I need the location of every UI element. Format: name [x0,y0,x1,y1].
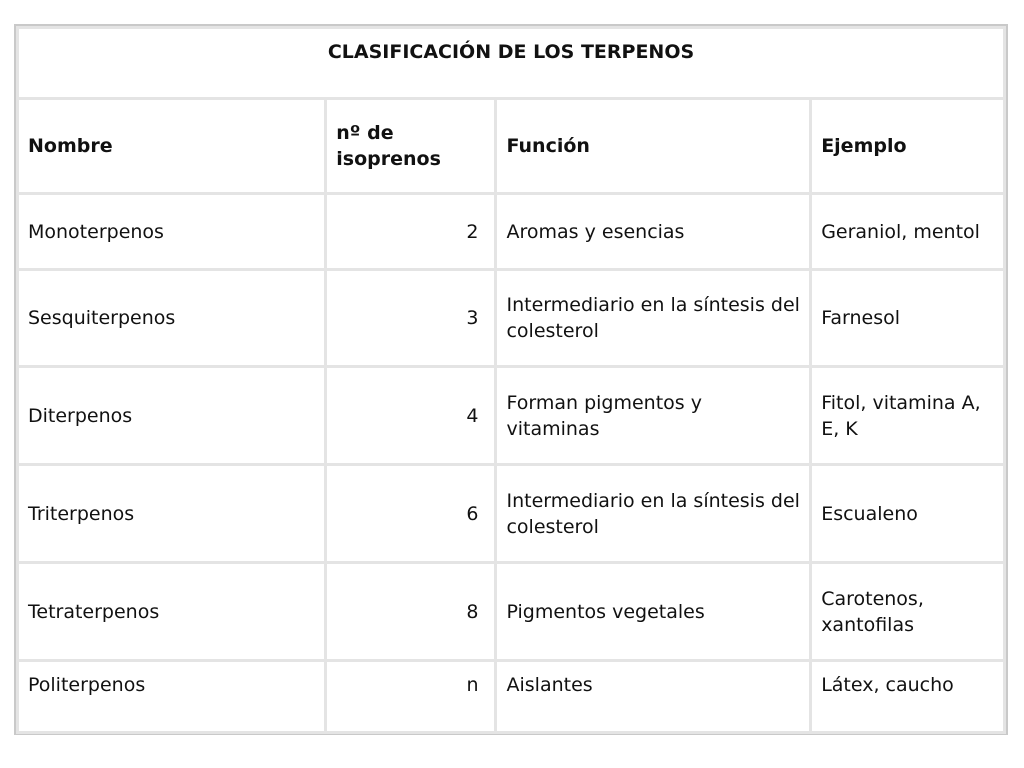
table-row [18,367,1005,465]
cell-isoprenos: 3 [326,270,496,367]
cell-ejemplo: Escualeno [811,465,1005,563]
table-title: CLASIFICACIÓN DE LOS TERPENOS [18,28,1005,99]
cell-funcion: Aislantes [496,661,811,733]
cell-ejemplo: Látex, caucho [811,661,1005,733]
table-title-row [18,28,1005,99]
cell-ejemplo: Carotenos, xantofilas [811,563,1005,661]
cell-funcion: Aromas y esencias [496,194,811,270]
header-ejemplo: Ejemplo [811,99,1005,194]
header-isoprenos: nº de isoprenos [326,99,496,194]
cell-ejemplo: Geraniol, mentol [811,194,1005,270]
table-header-row [18,99,1005,194]
table-row [18,661,1005,733]
cell-funcion: Intermediario en la síntesis del colesterol [496,465,811,563]
cell-isoprenos: 6 [326,465,496,563]
table-row [18,563,1005,661]
cell-ejemplo: Farnesol [811,270,1005,367]
cell-funcion: Intermediario en la síntesis del colesterol [496,270,811,367]
cell-isoprenos: 8 [326,563,496,661]
cell-funcion: Forman pigmentos y vitaminas [496,367,811,465]
header-nombre: Nombre [18,99,326,194]
cell-funcion: Pigmentos vegetales [496,563,811,661]
terpenes-classification-table [16,26,1006,734]
table-row [18,194,1005,270]
cell-isoprenos: 4 [326,367,496,465]
table-row [18,465,1005,563]
cell-nombre: Monoterpenos [18,194,326,270]
cell-nombre: Diterpenos [18,367,326,465]
cell-nombre: Sesquiterpenos [18,270,326,367]
cell-isoprenos: 2 [326,194,496,270]
cell-ejemplo: Fitol, vitamina A, E, K [811,367,1005,465]
header-funcion: Función [496,99,811,194]
cell-isoprenos: n [326,661,496,733]
terpenes-table-container [14,24,1008,735]
cell-nombre: Triterpenos [18,465,326,563]
cell-nombre: Politerpenos [18,661,326,733]
cell-nombre: Tetraterpenos [18,563,326,661]
table-row [18,270,1005,367]
